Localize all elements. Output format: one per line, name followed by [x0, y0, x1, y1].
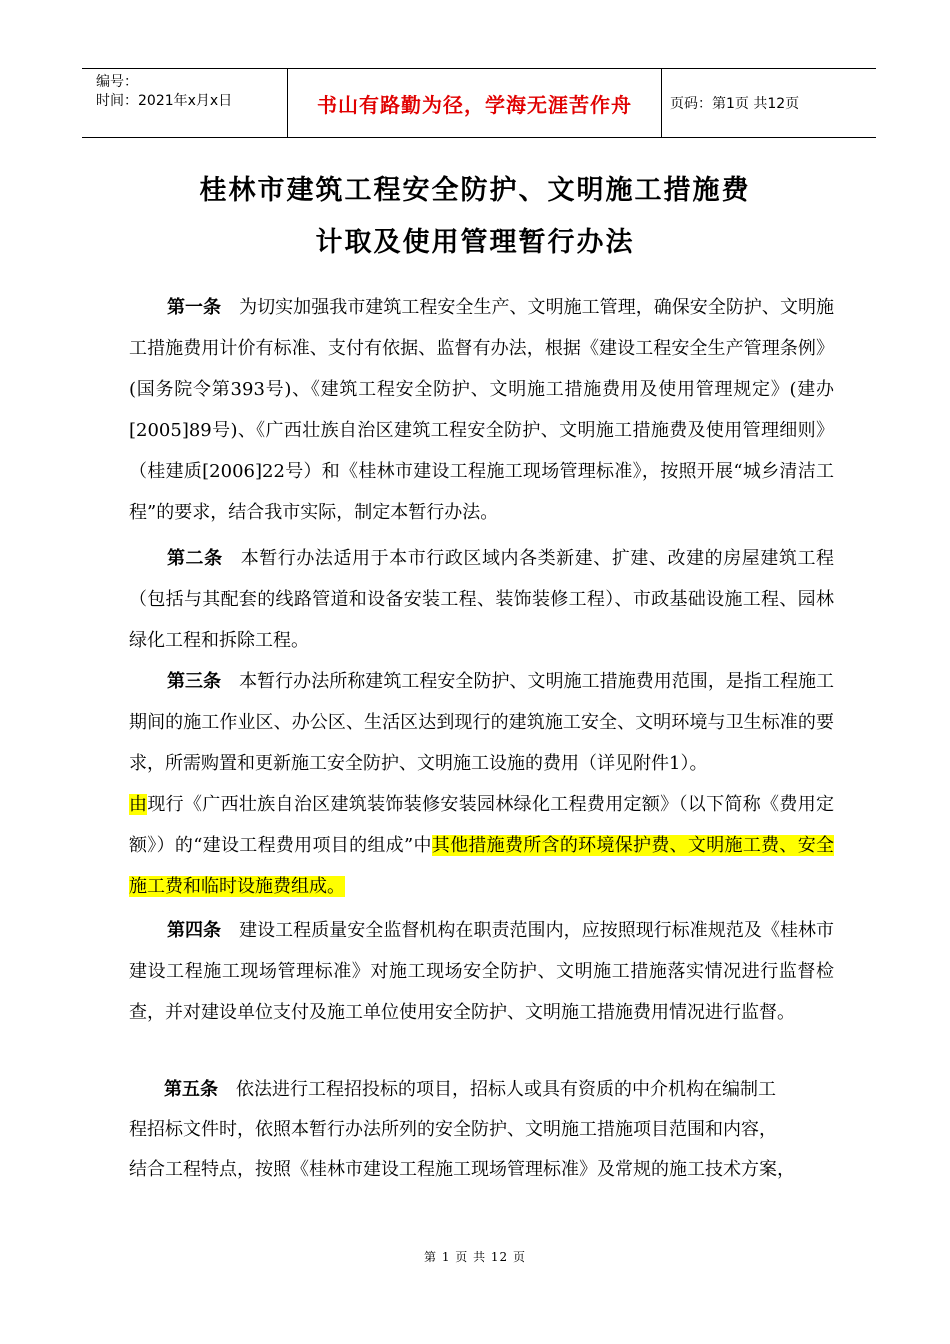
doc-title-line1: 桂林市建筑工程安全防护、文明施工措施费: [199, 175, 751, 206]
article-4: [129, 910, 834, 1033]
article-text: 现行《广西壮族自治区建筑装饰装修安装园林绿化工程费用定额》（以下简称《费用定额》）的“建设工程费用项目的组成”中: [129, 794, 835, 856]
article-label: 第四条: [167, 920, 222, 941]
article-2: [129, 538, 834, 661]
article-text: 程招标文件时，依照本暂行办法所列的安全防护、文明施工措施项目范围和内容，: [129, 1119, 777, 1140]
article-label: 第二条: [167, 548, 223, 569]
article-label: 第五条: [164, 1079, 218, 1100]
article-text: 本暂行办法所称建筑工程安全防护、文明施工措施费用范围，是指工程施工期间的施工作业区、办公区、生活区达到现行的建筑施工安全、文明环境与卫生标准的要求，所需购置和更新施工安全防护、文明施工设施的费用（详见附件1）。: [129, 671, 835, 774]
highlighted-text: 由: [129, 794, 148, 815]
article-text: 为切实加强我市建筑工程安全生产、文明施工管理，确保安全防护、文明施工措施费用计价有标准、支付有依据、监督有办法，根据《建设工程安全生产管理条例》(国务院令第393号)、《建筑工程安全防护、文明施工措施费用及使用管理规定》(建办[2005]89号)、《广西壮族自治区建筑工程安全防护、文明施工措施费及使用管理细则》（桂建质[2006]22号）和《桂林市建设工程施工现场管理标准》，按照开展“城乡清洁工程”的要求，结合我市实际，制定本暂行办法。: [129, 297, 835, 523]
article-1: [129, 287, 834, 533]
time-label: 时间：2021年x月x日: [96, 93, 233, 109]
page-info: 页码：第1页 共12页: [670, 96, 800, 112]
article-5: [129, 1070, 834, 1190]
code-label: 编号：: [96, 74, 138, 90]
article-label: 第一条: [167, 297, 222, 318]
article-label: 第三条: [167, 671, 222, 692]
article-3: [129, 661, 834, 907]
highlighted-text: 其他措施费所含的环境保护费、文明施工费、安全施工费和临时设施费组成。: [129, 835, 835, 897]
article-text: 建设工程质量安全监督机构在职责范围内，应按照现行标准规范及《桂林市建设工程施工现场管理标准》对施工现场安全防护、文明施工措施落实情况进行监督检查，并对建设单位支付及施工单位使用安全防护、文明施工措施费用情况进行监督。: [129, 920, 835, 1023]
doc-title-line2: 计取及使用管理暂行办法: [315, 227, 635, 258]
header-page-cell: [662, 69, 876, 137]
page-footer: 第 1 页 共 12 页: [424, 1250, 526, 1264]
header-table: [82, 68, 876, 138]
article-text: 本暂行办法适用于本市行政区域内各类新建、扩建、改建的房屋建筑工程（包括与其配套的线路管道和设备安装工程、装饰装修工程）、市政基础设施工程、园林绿化工程和拆除工程。: [129, 548, 835, 651]
motto-text: 书山有路勤为径，学海无涯苦作舟: [317, 92, 632, 117]
header-motto-cell: [288, 69, 662, 137]
article-text: 结合工程特点，按照《桂林市建设工程施工现场管理标准》及常规的施工技术方案，: [129, 1159, 795, 1180]
header-info-cell: [82, 69, 288, 137]
article-text: 依法进行工程招投标的项目，招标人或具有资质的中介机构在编制工: [236, 1079, 776, 1100]
